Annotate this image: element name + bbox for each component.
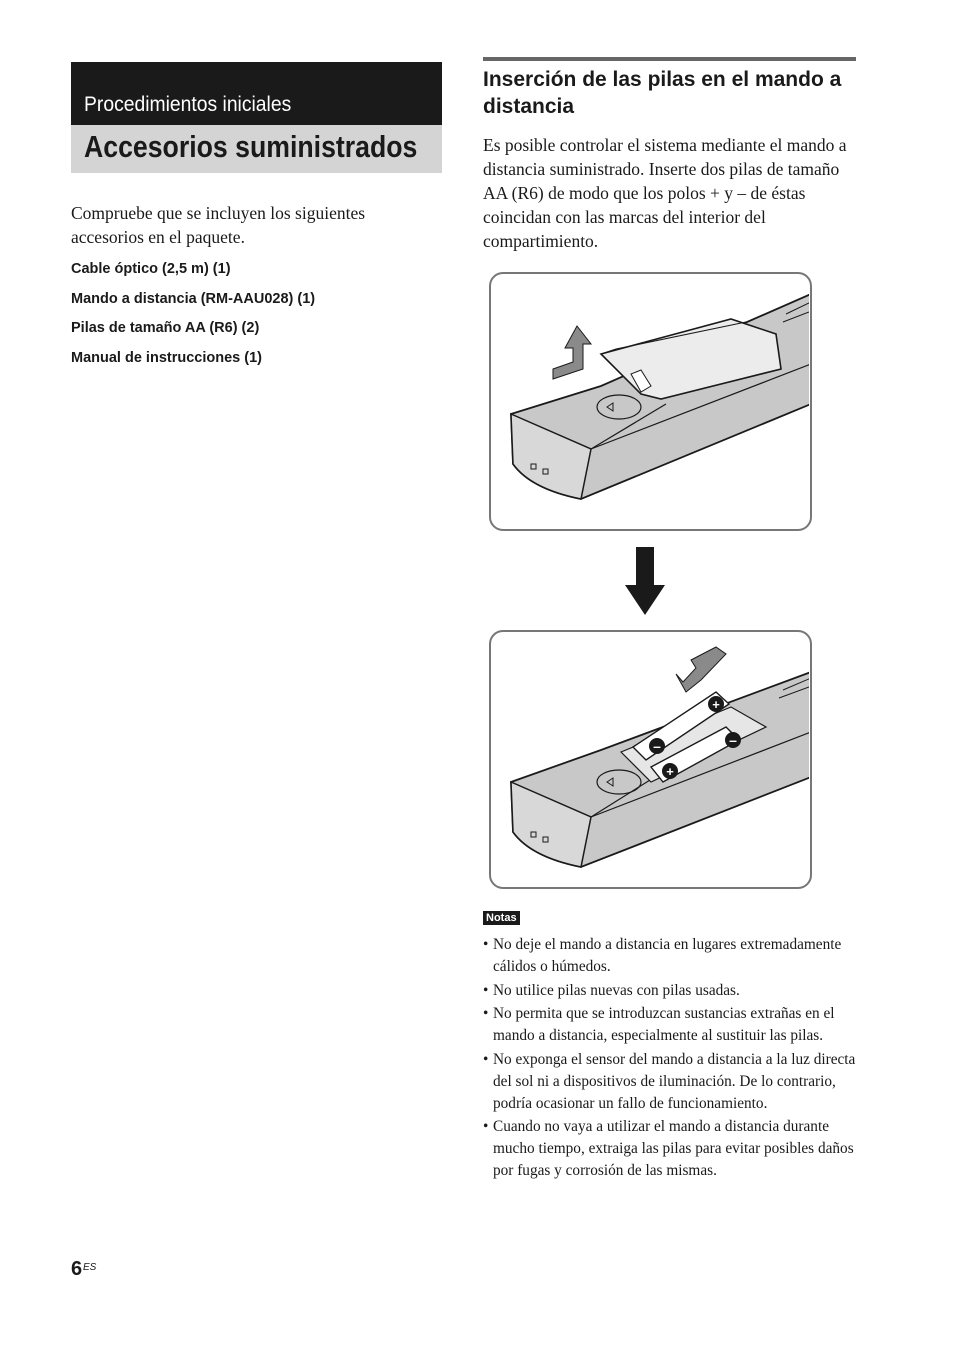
section-heading: Inserción de las pilas en el mando a distancia [483, 68, 842, 118]
page-title-box [71, 125, 442, 173]
heading-rule [483, 57, 856, 61]
section-body: Es posible controlar el sistema mediante el mando a distancia suministrado. Inserte dos pilas de tamaño AA (R6) de modo que los polos + y – de éstas coincidan con las marcas del interior del compartimiento. [483, 135, 847, 251]
svg-text:–: – [653, 738, 661, 754]
remote-cover-illustration [491, 274, 809, 528]
notes-label: Notas [483, 911, 520, 925]
section-header-bar [71, 62, 442, 125]
figure-insert-batteries [489, 630, 812, 889]
section-label: Procedimientos iniciales [84, 93, 292, 116]
accessory-item: Pilas de tamaño AA (R6) (2) [71, 320, 260, 336]
svg-text:–: – [729, 732, 737, 748]
figure-remove-cover [489, 272, 812, 531]
remote-batteries-illustration [491, 632, 809, 886]
page-number: 6 [71, 1258, 83, 1280]
intro-text: Compruebe que se incluyen los siguientes accesorios en el paquete. [71, 203, 366, 247]
accessory-item: Cable óptico (2,5 m) (1) [71, 261, 231, 277]
page-title: Accesorios suministrados [84, 129, 418, 164]
accessory-item: Mando a distancia (RM-AAU028) (1) [71, 291, 316, 307]
note-item: • No permita que se introduzcan sustancias extrañas en el mando a distancia, especialmente al sustituir las pilas. [483, 1003, 858, 1047]
down-arrow-icon [624, 547, 666, 617]
svg-text:+: + [666, 764, 674, 779]
note-item: • No utilice pilas nuevas con pilas usadas. [483, 980, 858, 1002]
page-number-suffix: ES [83, 1262, 97, 1273]
note-item: • Cuando no vaya a utilizar el mando a distancia durante mucho tiempo, extraiga las pilas para evitar posibles daños por fugas y corrosión de las mismas. [483, 1116, 858, 1181]
svg-text:+: + [712, 697, 720, 712]
notes-list [483, 934, 858, 1184]
accessory-item: Manual de instrucciones (1) [71, 350, 262, 366]
note-item: • No exponga el sensor del mando a distancia a la luz directa del sol ni a dispositivos de iluminación. De lo contrario, podría ocasionar un fallo de funcionamiento. [483, 1049, 858, 1114]
note-item: • No deje el mando a distancia en lugares extremadamente cálidos o húmedos. [483, 934, 858, 978]
